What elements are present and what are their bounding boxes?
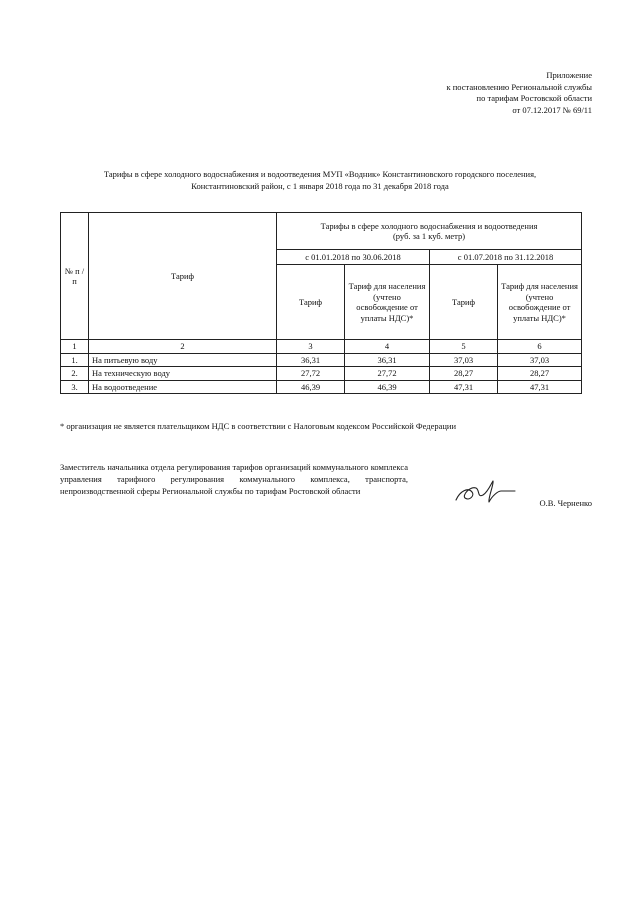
header-population-p2: Тариф для населения (учтено освобождение от уплаты НДС)* — [498, 265, 582, 340]
numbering-cell: 4 — [345, 340, 430, 354]
header-number: № п /п — [61, 213, 89, 340]
tariff-table — [60, 212, 582, 394]
row-number: 1. — [61, 353, 89, 367]
table-row — [61, 380, 582, 394]
row-value: 28,27 — [430, 367, 498, 381]
header-period-2: с 01.07.2018 по 31.12.2018 — [430, 250, 582, 265]
header-period-1: с 01.01.2018 по 30.06.2018 — [277, 250, 430, 265]
header-tariff-name: Тариф — [89, 213, 277, 340]
header-tariff-group: Тарифы в сфере холодного водоснабжения и водоотведения (руб. за 1 куб. метр) — [277, 213, 582, 250]
row-value: 27,72 — [277, 367, 345, 381]
row-value: 36,31 — [345, 353, 430, 367]
row-value: 46,39 — [345, 380, 430, 394]
numbering-row — [61, 340, 582, 354]
table-row — [61, 353, 582, 367]
numbering-cell: 6 — [498, 340, 582, 354]
row-name: На питьевую воду — [89, 353, 277, 367]
appendix-block — [446, 70, 592, 116]
appendix-line: Приложение — [546, 70, 592, 80]
row-value: 36,31 — [277, 353, 345, 367]
appendix-line: от 07.12.2017 № 69/11 — [512, 104, 592, 115]
row-name: На водоотведение — [89, 380, 277, 394]
row-value: 28,27 — [498, 367, 582, 381]
table-row — [61, 367, 582, 381]
numbering-cell: 3 — [277, 340, 345, 354]
signer-name: О.В. Черненко — [539, 498, 592, 508]
row-value: 47,31 — [430, 380, 498, 394]
vat-footnote: * организация не является плательщиком НДС в соответствии с Налоговым кодексом Российской Федерации — [60, 421, 457, 431]
title-line-2: Константиновский район, с 1 января 2018 года по 31 декабря 2018 года — [191, 181, 449, 191]
document-title — [60, 168, 580, 192]
row-value: 27,72 — [345, 367, 430, 381]
row-value: 37,03 — [498, 353, 582, 367]
title-line-1: Тарифы в сфере холодного водоснабжения и водоотведения МУП «Водник» Константиновского городского поселения, — [103, 169, 537, 179]
numbering-cell: 5 — [430, 340, 498, 354]
row-value: 37,03 — [430, 353, 498, 367]
row-value: 46,39 — [277, 380, 345, 394]
handwritten-signature — [452, 474, 520, 508]
appendix-line: к постановлению Региональной службы — [446, 81, 592, 92]
header-tariff-p2: Тариф — [430, 265, 498, 340]
row-value: 47,31 — [498, 380, 582, 394]
header-population-p1: Тариф для населения (учтено освобождение от уплаты НДС)* — [345, 265, 430, 340]
row-number: 3. — [61, 380, 89, 394]
row-number: 2. — [61, 367, 89, 381]
header-tariff-p1: Тариф — [277, 265, 345, 340]
numbering-cell: 2 — [89, 340, 277, 354]
signer-position: Заместитель начальника отдела регулирования тарифов организаций коммунального комплекса управления тарифного регулирования коммунального комплекса, транспорта, непроизводственной сферы Региональной службы по тарифам Ростовской области — [60, 462, 408, 496]
numbering-cell: 1 — [61, 340, 89, 354]
row-name: На техническую воду — [89, 367, 277, 381]
appendix-line: по тарифам Ростовской области — [476, 93, 592, 103]
